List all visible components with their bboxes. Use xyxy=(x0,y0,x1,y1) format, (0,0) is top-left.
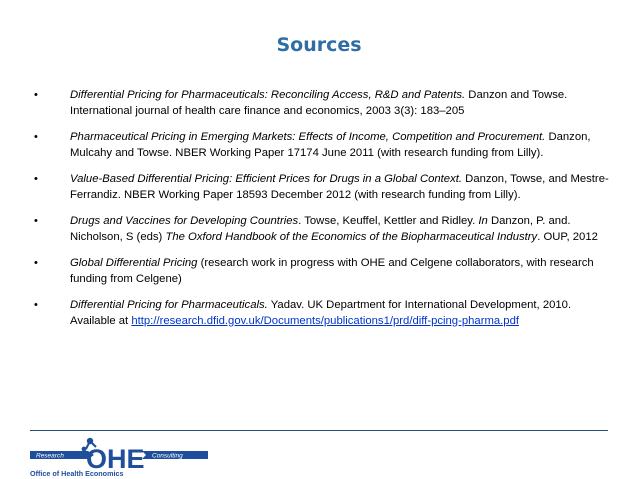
ohe-logo xyxy=(28,435,212,477)
list-item xyxy=(28,130,618,161)
list-item xyxy=(28,214,618,245)
source-title: Drugs and Vaccines for Developing Countries xyxy=(70,215,299,227)
logo-caption: Office of Health Economics xyxy=(30,469,124,477)
logo-left-tag: Research xyxy=(36,452,64,460)
source-link[interactable]: http://research.dfid.gov.uk/Documents/publications1/prd/diff-pcing-pharma.pdf xyxy=(131,314,519,327)
source-details: Danzon, Mulcahy and Towse. NBER Working Paper 17174 June 2011 (with research funding from Lilly). xyxy=(70,131,591,159)
source-title: Value-Based Differential Pricing: Efficient Prices for Drugs in a Global Context. xyxy=(70,173,463,185)
bullet-icon: • xyxy=(34,173,38,185)
source-title: Differential Pricing for Pharmaceuticals. xyxy=(70,299,268,311)
source-title: Global Differential Pricing xyxy=(70,257,198,269)
source-publisher: . OUP, 2012 xyxy=(537,230,598,243)
bullet-icon: • xyxy=(34,89,38,101)
source-details: . Towse, Keuffel, Kettler and Ridley. xyxy=(298,215,479,227)
bullet-icon: • xyxy=(34,215,38,227)
in-label: In xyxy=(478,215,488,227)
footer-divider xyxy=(30,430,608,431)
source-details: Danzon and Towse. International journal of health care finance and economics, 2003 3(3): 183–205 xyxy=(70,89,568,117)
source-editors: Danzon, P. and. Nicholson, S (eds) xyxy=(70,215,571,243)
source-title: Pharmaceutical Pricing in Emerging Markets: Effects of Income, Competition and Procurement. xyxy=(70,131,546,143)
list-item xyxy=(28,298,618,329)
sources-list xyxy=(28,88,618,340)
source-details: Yadav. UK Department for International Development, 2010. Available at xyxy=(70,299,572,327)
list-item xyxy=(28,256,618,287)
book-title: The Oxford Handbook of the Economics of the Biopharmaceutical Industry xyxy=(165,230,538,243)
bullet-icon: • xyxy=(34,299,38,311)
logo-right-tag: Consulting xyxy=(152,452,183,460)
bullet-icon: • xyxy=(34,257,38,269)
list-item xyxy=(28,172,618,203)
bullet-icon: • xyxy=(34,131,38,143)
slide-title: Sources xyxy=(276,34,362,56)
list-item xyxy=(28,88,618,119)
logo-wordmark: OHE xyxy=(86,444,145,474)
source-title: Differential Pricing for Pharmaceuticals: Reconciling Access, R&D and Patents. xyxy=(70,89,466,101)
source-details: (research work in progress with OHE and Celgene collaborators, with research funding from Celgene) xyxy=(70,257,594,285)
source-details: Danzon, Towse, and Mestre-Ferrandiz. NBER Working Paper 18593 December 2012 (with research funding from Lilly). xyxy=(70,173,609,201)
